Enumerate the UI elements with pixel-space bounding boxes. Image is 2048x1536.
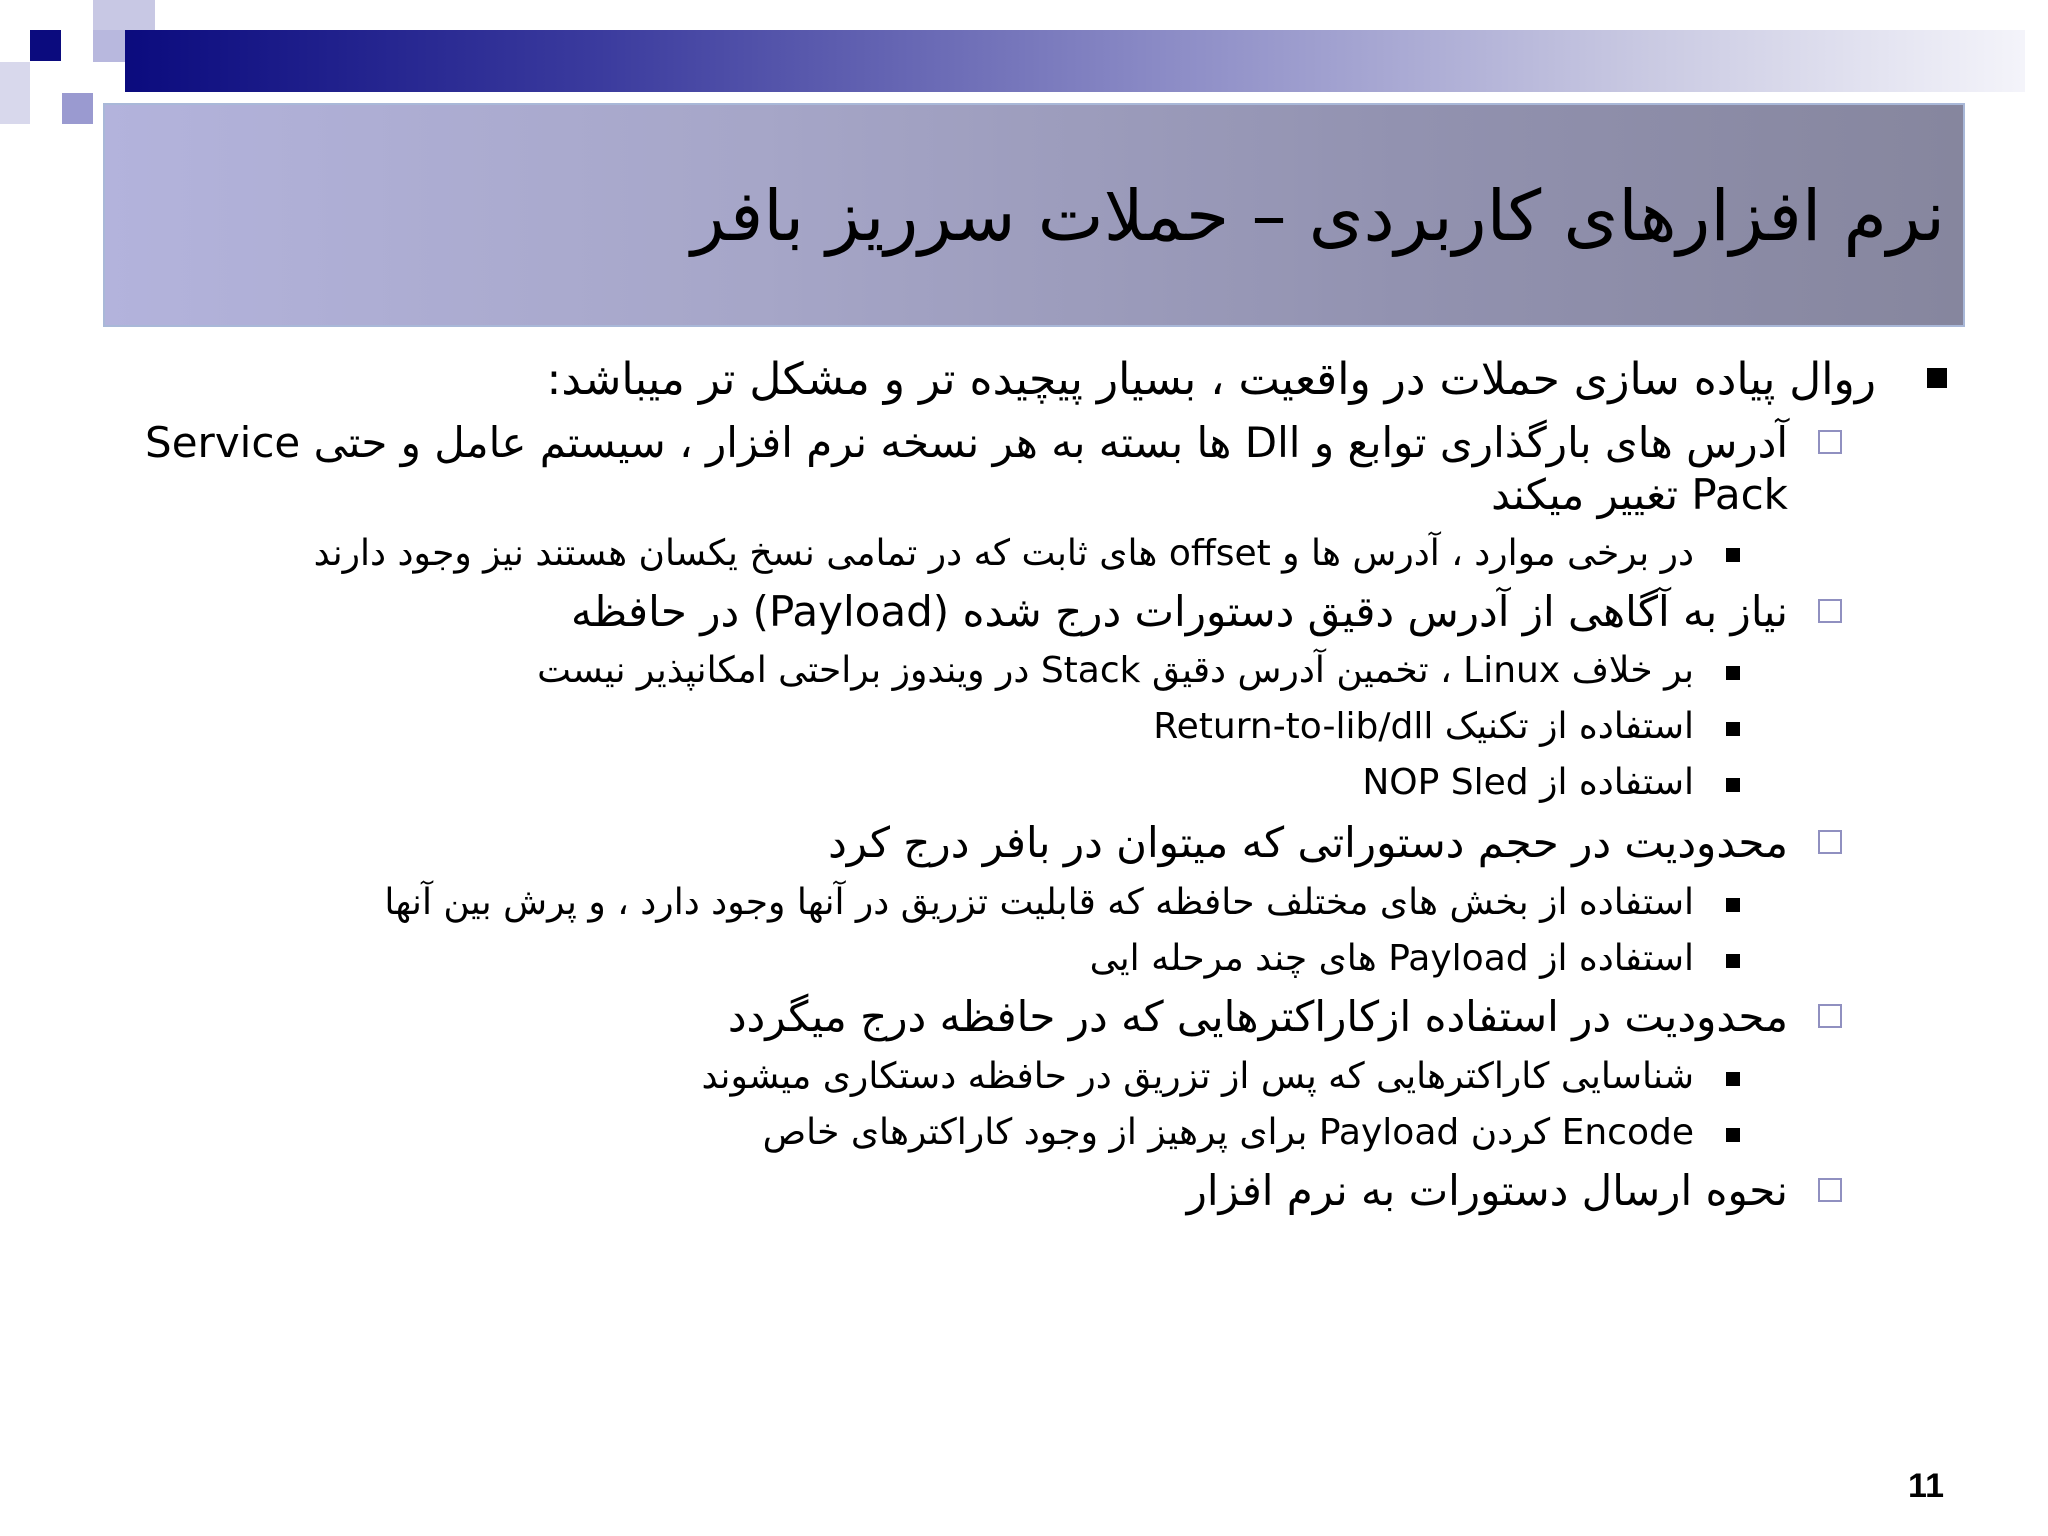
bullet-square-icon xyxy=(1726,898,1740,912)
bullet-text: شناسایی کاراکترهایی که پس از تزریق در حافظه دستکاری میشوند xyxy=(701,1056,1694,1097)
bullet-hollow-square-icon xyxy=(1818,1178,1842,1202)
bullet-text-continued: Pack تغییر میکند xyxy=(1491,470,1788,519)
bullet-text: در برخی موارد ، آدرس ها و offset های ثابت که در تمامی نسخ یکسان هستند نیز وجود دارند xyxy=(313,533,1694,574)
bullet-square-icon xyxy=(1726,548,1740,562)
bullet-text: بر خلاف Linux ، تخمین آدرس دقیق Stack در ویندوز براحتی امکانپذیر نیست xyxy=(537,650,1694,691)
bullet-hollow-square-icon xyxy=(1818,1004,1842,1028)
bullet-text: نحوه ارسال دستورات به نرم افزار xyxy=(1186,1166,1788,1215)
bullet-square-icon xyxy=(1726,778,1740,792)
bullet-square-icon xyxy=(1726,954,1740,968)
decor-square xyxy=(0,0,30,30)
header-gradient-band xyxy=(125,30,2025,92)
decor-square xyxy=(93,0,155,30)
bullet-square-icon xyxy=(1927,368,1947,388)
decor-square xyxy=(93,30,125,62)
bullet-text: محدودیت در استفاده ازکاراکترهایی که در حافظه درج میگردد xyxy=(727,992,1788,1041)
bullet-text: استفاده از بخش های مختلف حافظه که قابلیت تزریق در آنها وجود دارد ، و پرش بین آنها xyxy=(384,882,1694,923)
bullet-hollow-square-icon xyxy=(1818,830,1842,854)
bullet-text: روال پیاده سازی حملات در واقعیت ، بسیار پیچیده تر و مشکل تر میباشد: xyxy=(546,354,1876,405)
bullet-hollow-square-icon xyxy=(1818,430,1842,454)
bullet-square-icon xyxy=(1726,722,1740,736)
bullet-square-icon xyxy=(1726,1128,1740,1142)
bullet-text: آدرس های بارگذاری توابع و Dll ها بسته به هر نسخه نرم افزار ، سیستم عامل و حتی Service xyxy=(145,418,1788,467)
slide-title: نرم افزارهای کاربردی – حملات سرریز بافر xyxy=(691,175,1945,257)
page-number: 11 xyxy=(1908,1467,1944,1505)
decor-square xyxy=(62,93,93,124)
title-banner xyxy=(103,103,1965,327)
bullet-text: استفاده از Payload های چند مرحله ایی xyxy=(1089,938,1694,979)
bullet-text: Encode کردن Payload برای پرهیز از وجود کاراکترهای خاص xyxy=(762,1112,1694,1153)
decor-square xyxy=(30,30,61,61)
bullet-text: استفاده از NOP Sled xyxy=(1362,762,1694,803)
bullet-text: نیاز به آگاهی از آدرس دقیق دستورات درج شده (Payload) در حافظه xyxy=(571,587,1788,636)
bullet-text: استفاده از تکنیک Return-to-lib/dll xyxy=(1153,706,1694,747)
bullet-hollow-square-icon xyxy=(1818,599,1842,623)
bullet-text: محدودیت در حجم دستوراتی که میتوان در بافر درج کرد xyxy=(828,818,1788,867)
bullet-square-icon xyxy=(1726,666,1740,680)
decor-square xyxy=(0,62,30,124)
bullet-square-icon xyxy=(1726,1072,1740,1086)
